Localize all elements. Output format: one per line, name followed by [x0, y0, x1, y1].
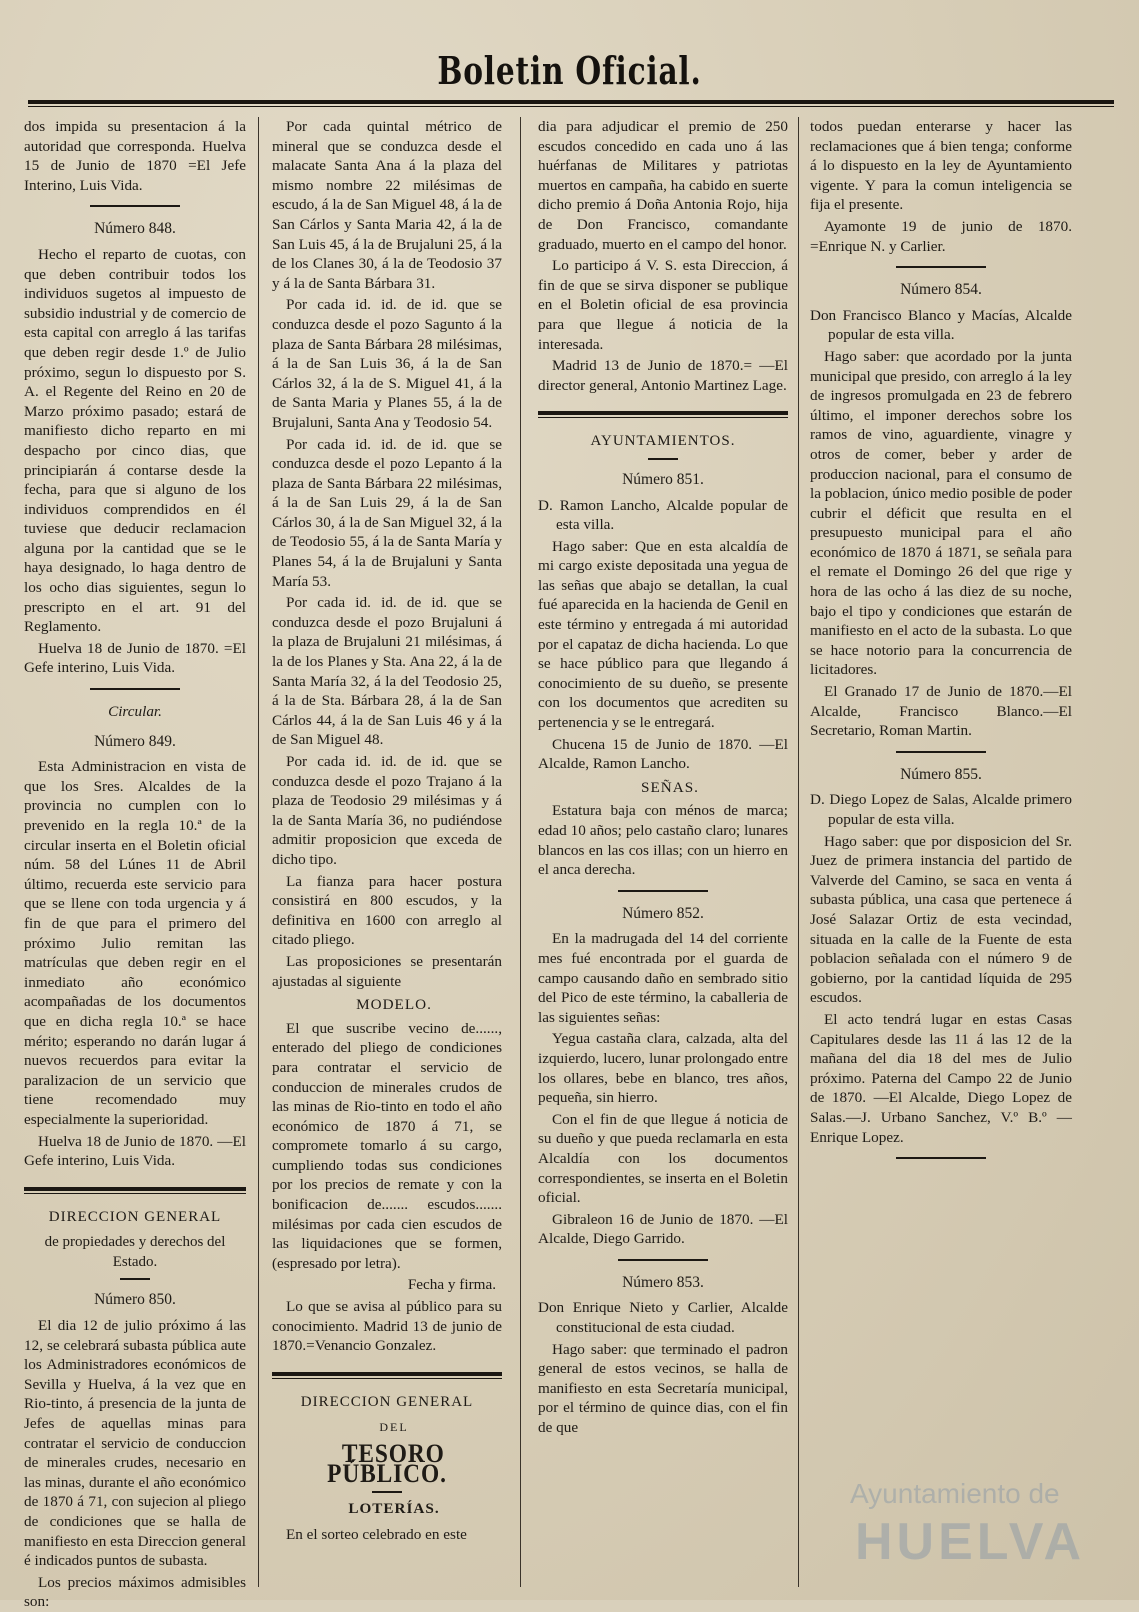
- paragraph: Estatura baja con ménos de marca; edad 10 años; pelo castaño claro; lunares blancos en las cos illas; con un hierro en el anca derecha.: [538, 802, 788, 879]
- section-heading: AYUNTAMIENTOS.: [590, 433, 736, 450]
- paragraph: dia para adjudicar el premio de 250 escudos concedido en cada uno á las huérfanas de Militares y patriotas muertos en campaña, ha cabido en suerte dicho premio á Doña Antonia Rojo, hija de Don Francisco, comandante graduado, muerto en el campo del honor.: [538, 118, 788, 253]
- section-rule: [538, 411, 788, 415]
- paragraph: Yegua castaña clara, calzada, alta del izquierdo, lucero, lunar prolongado entre los ollares, bebe en blanco, tres años, pequeña, sin hierro.: [538, 1030, 788, 1107]
- circular-heading: Circular.: [108, 703, 162, 721]
- separator: [896, 266, 986, 268]
- notice-number: Número 853.: [622, 1273, 704, 1291]
- paragraph: Las proposiciones se presentarán ajustadas al siguiente: [272, 952, 502, 990]
- separator: [896, 751, 986, 753]
- date-signature-line: Fecha y firma.: [407, 1276, 496, 1294]
- signature: Huelva 18 de Junio de 1870. =El Gefe interino, Luis Vida.: [24, 639, 246, 677]
- paragraph: Esta Administracion en vista de que los Sres. Alcaldes de la provincia no cumplen con lo prevenido en la regla 10.ª de la circular inserta en el Boletin oficial núm. 58 del Lúnes 11 de Abril último, recuerda este servicio para que se llene con toda urgencia y á fin de que para el primero del próximo Julio remitan las matrículas que deben regir en el inmediato año económico acompañadas de los documentos que en dicha regla 10.ª se hace mérito; esperando no darán lugar á nuevos recuerdos para evitar la paralizacion de un servicio que tiene recomendado muy especialmente la superioridad.: [24, 758, 246, 1128]
- separator: [90, 205, 180, 207]
- column-2: [272, 117, 502, 1587]
- column-divider: [520, 117, 521, 1587]
- separator: [896, 1157, 986, 1159]
- official-name: Don Francisco Blanco y Macías, Alcalde popular de esta villa.: [810, 306, 1072, 344]
- paragraph: Hago saber: que por disposicion del Sr. Juez de primera instancia del partido de Valverde del Camino, se saca en venta á subasta pública, una casa que pertenece á José Salazar Ortiz de esta vecindad, situada en la calle de la Fuente de esta poblacion señalada con el número 9 de gobierno, por la cantidad líquida de 295 escudos.: [810, 832, 1072, 1007]
- masthead-rule-thick: [28, 100, 1114, 104]
- paragraph: dos impida su presentacion á la autoridad que corresponda. Huelva 15 de Junio de 1870 =El Jefe Interino, Luis Vida.: [24, 118, 246, 194]
- signature: El Granado 17 de Junio de 1870.—El Alcalde, Francisco Blanco.—El Secretario, Roman Martin.: [810, 683, 1072, 740]
- column-4: [810, 117, 1072, 1587]
- column-3: [538, 117, 788, 1587]
- section-heading: DIRECCION GENERAL: [300, 1393, 474, 1410]
- paragraph: Hago saber: que terminado el padron general de estos vecinos, se halla de manifiesto en esta Secretaría municipal, por el término de quince dias, con el fin de que: [538, 1340, 788, 1437]
- paragraph: todos puedan enterarse y hacer las reclamaciones que á bien tenga; conforme á lo dispuesto en la ley de Ayuntamiento vigente. Y para la comun inteligencia se fija el presente.: [810, 118, 1072, 214]
- watermark-line: Ayuntamiento de: [850, 1478, 1060, 1509]
- paragraph: El dia 12 de julio próximo á las 12, se celebrará subasta pública aute los Administradores económicos de Sevilla y Huelva, á la vez que en Rio-tinto, á presencia de la junta de Jefes de aquellas minas para contratar el servicio de conduccion de minerales crudes, necesario en las minas, durante el año económico de 1870 á 71, con sujecion al pliego de condiciones que se halla de manifiesto en esta Direccion general é indicados puntos de subasta.: [24, 1317, 246, 1570]
- paragraph: Por cada id. id. de id. que se conduzca desde el pozo Trajano á la plaza de Teodosio 29 milésimas y á la de Santa María 36, no pudiéndose admitir proposicion que exceda de dicho tipo.: [272, 753, 502, 868]
- separator: [618, 890, 708, 892]
- section-heading: DIRECCION GENERAL: [48, 1208, 222, 1225]
- official-name: Don Enrique Nieto y Carlier, Alcalde constitucional de esta ciudad.: [538, 1299, 788, 1337]
- masthead: Boletin Oficial.: [437, 48, 702, 93]
- column-divider: [798, 117, 799, 1587]
- official-name: D. Ramon Lancho, Alcalde popular de esta villa.: [538, 496, 788, 534]
- section-rule-thin: [538, 417, 788, 418]
- signature: Gibraleon 16 de Junio de 1870. —El Alcalde, Diego Garrido.: [538, 1210, 788, 1248]
- section-connector: DEL: [379, 1420, 409, 1435]
- signature: Huelva 18 de Junio de 1870. —El Gefe interino, Luis Vida.: [24, 1132, 246, 1170]
- notice-number: Número 854.: [900, 281, 982, 299]
- features-heading: SEÑAS.: [641, 778, 699, 796]
- section-rule: [272, 1372, 502, 1376]
- separator: [372, 1491, 402, 1493]
- paragraph: En el sorteo celebrado en este: [286, 1525, 467, 1543]
- separator: [120, 1278, 150, 1280]
- notice-number: Número 848.: [94, 220, 176, 238]
- separator: [618, 1259, 708, 1261]
- paragraph: Con el fin de que llegue á noticia de su dueño y que pueda reclamarla en esta Alcaldía con los documentos correspondientes, se inserta en el Boletin oficial.: [538, 1110, 788, 1207]
- paragraph: Por cada quintal métrico de mineral que se conduzca desde el malacate Santa Ana á la plaza del mismo nombre 22 milésimas de escudo, á la de San Miguel 48, á la de San Cárlos y Santa Maria 42, á la de San Luis 45, á la de Brujaluni 25, á la de los Clanes 30, á la de Teodosio 37 y á la de Santa Bárbara 31.: [272, 118, 502, 292]
- paragraph: Lo participo á V. S. esta Direccion, á fin de que se sirva disponer se publique en el Boletin oficial de esa provincia para que llegue á noticia de la interesada.: [538, 257, 788, 353]
- section-rule-thin: [24, 1193, 246, 1194]
- signature: Madrid 13 de Junio de 1870.= —El director general, Antonio Martinez Lage.: [538, 357, 788, 394]
- archive-watermark: [780, 1440, 1100, 1580]
- paragraph: Los precios máximos admisibles son:: [24, 1573, 246, 1611]
- column-divider: [258, 117, 259, 1587]
- paragraph: El acto tendrá lugar en estas Casas Capitulares desde las 11 á las 12 de la mañana del dia 18 del mes de Julio próximo. Paterna del Campo 22 de Junio de 1870. —El Alcalde, Diego Lopez de Salas.—J. Urbano Sanchez, V.º B.º —Enrique Lopez.: [810, 1010, 1072, 1146]
- section-subheading: de propiedades y derechos del Estado.: [44, 1234, 226, 1270]
- signature: Chucena 15 de Junio de 1870. —El Alcalde, Ramon Lancho.: [538, 735, 788, 773]
- paragraph: Por cada id. id. de id. que se conduzca desde el pozo Lepanto á la plaza de Santa Bárbara 22 milésimas, á la de San Luis 29, á la de San Cárlos 30, á la de San Miguel 32, á la de Teodosio 55, á la de Santa María y Planes 54, á la de Brujaluni y Santa María 53.: [272, 435, 502, 590]
- section-rule-thin: [272, 1378, 502, 1379]
- notice-number: Número 851.: [622, 470, 704, 488]
- section-rule: [24, 1187, 246, 1191]
- watermark-line: HUELVA: [855, 1513, 1086, 1571]
- separator: [90, 688, 180, 690]
- paragraph: Hago saber: Que en esta alcaldía de mi cargo existe depositada una yegua de las señas que abajo se detallan, la cual fué aparecida en la hacienda de Genil en este término y entregada á mi autoridad por el capataz de dicha hacienda. Lo que se hace público para que llegando á conocimiento de su dueño, se presente con los documentos que acrediten su pertenencia y se le entregará.: [538, 537, 788, 732]
- notice-number: Número 849.: [94, 732, 176, 750]
- paragraph: Lo que se avisa al público para su conocimiento. Madrid 13 de junio de 1870.=Venancio Gonzalez.: [272, 1298, 502, 1355]
- masthead-rule-thin: [28, 106, 1114, 107]
- notice-number: Número 852.: [622, 904, 704, 922]
- paragraph: La fianza para hacer postura consistirá en 800 escudos, y la definitiva en 1600 con arreglo al citado pliego.: [272, 872, 502, 949]
- paragraph: En la madrugada del 14 del corriente mes fué encontrada por el guarda de campo causando daño en sembrado sitio del Pico de este término, la caballeria de las siguientes señas:: [538, 930, 788, 1026]
- paragraph: El que suscribe vecino de......, enterado del pliego de condiciones para contratar el servicio de conduccion de minerales crudos de las minas de Rio-tinto en todo el año económico de 1870 á 71, se compromete tomarlo á su cargo, cumpliendo todas sus condiciones por los precios de remate y con la bonificacion de....... escudos....... milésimas por cada cien escudos de las liquidaciones que se formen, (espresado por letra).: [272, 1019, 502, 1272]
- paragraph: Hago saber: que acordado por la junta municipal que presido, con arreglo á la ley de ingresos promulgada en 23 de febrero último, el imponer derechos sobre los ramos de vino, aguardiente, vinagre y otros de comer, beber y arder de produccion nacional, para el consumo de la poblacion, único medio posible de poder cubrir el déficit que resulta en el presupuesto municipal para el año económico de 1870 á 1871, se señala para el remate el Domingo 26 del que rige y hora de las ocho á las diez de su noche, bajo el tipo y condiciones que estarán de manifiesto en el acto de la subasta. Lo que se hace notorio para la concurrencia de licitadores.: [810, 347, 1072, 679]
- column-1: [24, 117, 246, 1611]
- model-heading: MODELO.: [356, 996, 432, 1014]
- separator: [648, 458, 678, 460]
- notice-number: Número 850.: [94, 1291, 176, 1309]
- official-name: D. Diego Lopez de Salas, Alcalde primero popular de esta villa.: [810, 791, 1072, 828]
- signature: Ayamonte 19 de junio de 1870. =Enrique N. y Carlier.: [810, 217, 1072, 255]
- notice-number: Número 855.: [900, 765, 982, 783]
- paragraph: Hecho el reparto de cuotas, con que deben contribuir todos los individuos sugetos al impuesto de subsidio industrial y de comercio de esta capital con arreglo á las tarifas que deben regir desde 1.º de Julio próximo, segun lo dispuesto por S. A. el Regente del Reino en 20 de Marzo próximo pasado; estará de manifiesto dicho reparto en mi despacho por cinco dias, que principiarán á contarse desde la fecha, para que si alguno de los individuos comprendidos en él tuviese que deducir reclamacion alguna por la cantidad que se le haya designado, lo haga dentro de los ocho dias siguientes, segun lo prescripto en el art. 91 del Reglamento.: [24, 245, 246, 636]
- subsection-heading: LOTERÍAS.: [348, 1500, 440, 1518]
- section-title: TESORO PÚBLICO.: [327, 1439, 447, 1488]
- paragraph: Por cada id. id. de id. que se conduzca desde el pozo Brujaluni á la plaza de Brujaluni 21 milésimas, á la de los Planes y Sta. Ana 22, á la de Santa María 32, á la del Teodosio 25, á la de Sta. Bárbara 28, á la de San Cárlos 44, á la de San Luis 46 y á la de San Miguel 48.: [272, 594, 502, 749]
- paragraph: Por cada id. id. de id. que se conduzca desde el pozo Sagunto á la plaza de Santa Bárbara 28 milésimas, á la de San Luis 36, á la de San Cárlos 32, á la de S. Miguel 41, á la de Santa Maria y Planes 55, á la de Brujaluni, Santa Ana y Teodosio 54.: [272, 296, 502, 431]
